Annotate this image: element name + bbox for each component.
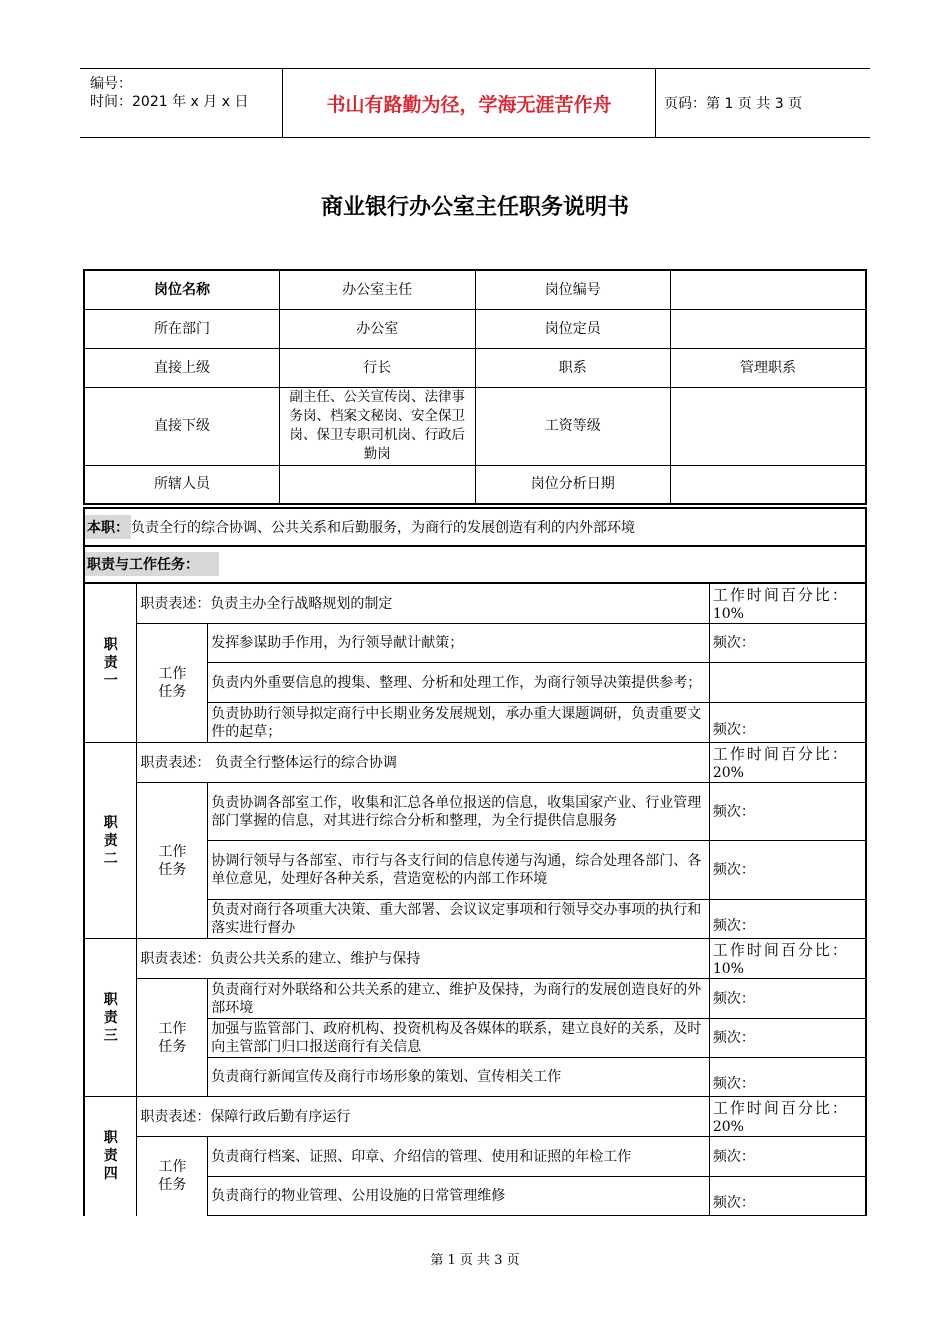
table-row [84, 348, 866, 387]
info-value [671, 387, 867, 465]
duties-header [83, 545, 867, 583]
task-label [137, 1137, 208, 1216]
pct-value: 10% [712, 961, 744, 977]
task-frequency: 频次： [709, 624, 866, 663]
task-frequency: 频次： [709, 783, 866, 841]
header-motto [282, 69, 656, 137]
duty-label: 职责一 [103, 637, 118, 689]
table-row [84, 465, 866, 504]
table-row [84, 584, 866, 624]
task-frequency: 频次： [709, 1019, 866, 1058]
task-label-text: 工作任务 [158, 843, 187, 878]
page-header [80, 68, 870, 138]
duty-name [84, 584, 137, 743]
task-label [137, 783, 208, 939]
info-label: 岗位分析日期 [475, 465, 670, 504]
task-text: 负责商行的物业管理、公用设施的日常管理维修 [208, 1177, 710, 1216]
info-value [671, 309, 867, 348]
duty-label: 职责三 [103, 991, 118, 1044]
info-label: 直接上级 [84, 348, 279, 387]
duty-name [84, 1097, 137, 1216]
pct-label: 工作时间百分比： [712, 745, 849, 763]
info-value: 副主任、公关宣传岗、法律事务岗、档案文秘岗、安全保卫岗、保卫专职司机岗、行政后勤岗 [279, 387, 475, 465]
duty-name [84, 743, 137, 939]
task-frequency [709, 663, 866, 703]
mission-label: 本职： [85, 515, 131, 539]
mission-row [83, 507, 867, 547]
duties-table [83, 583, 867, 1216]
page-label: 页码：第 1 页 共 3 页 [664, 96, 803, 112]
duty-label: 职责二 [103, 814, 118, 867]
table-row [84, 1137, 866, 1177]
mission-text: 负责全行的综合协调、公共关系和后勤服务，为商行的发展创造有利的内外部环境 [131, 520, 635, 536]
info-label: 直接下级 [84, 387, 279, 465]
task-label [137, 979, 208, 1097]
info-value: 行长 [279, 348, 475, 387]
info-label: 职系 [475, 348, 670, 387]
table-row [84, 743, 866, 783]
duty-statement: 职责表述：保障行政后勤有序运行 [137, 1097, 709, 1137]
duty-percentage [709, 1097, 866, 1137]
time-label: 时间：2021 年 x 月 x 日 [90, 94, 249, 110]
task-text: 负责商行新闻宣传及商行市场形象的策划、宣传相关工作 [208, 1058, 710, 1097]
task-text: 协调行领导与各部室、市行与各支行间的信息传递与沟通，综合处理各部门、各单位意见，处理好各种关系，营造宽松的内部工作环境 [208, 841, 710, 900]
pct-label: 工作时间百分比： [712, 1099, 849, 1117]
page-footer: 第 1 页 共 3 页 [430, 1253, 520, 1268]
table-row [84, 624, 866, 663]
pct-value: 20% [712, 765, 744, 781]
task-frequency: 频次： [709, 979, 866, 1019]
info-label: 所在部门 [84, 309, 279, 348]
task-text: 负责协助行领导拟定商行中长期业务发展规划，承办重大课题调研，负责重要文件的起草； [208, 703, 710, 743]
info-value [671, 270, 867, 309]
position-info-table [83, 269, 867, 505]
task-text: 发挥参谋助手作用，为行领导献计献策； [208, 624, 710, 663]
table-row [84, 979, 866, 1019]
task-text: 负责商行对外联络和公共关系的建立、维护及保持，为商行的发展创造良好的外部环境 [208, 979, 710, 1019]
number-label: 编号： [90, 76, 132, 92]
duty-label: 职责四 [103, 1130, 118, 1183]
table-row [84, 270, 866, 309]
duty-statement: 职责表述：负责公共关系的建立、维护与保持 [137, 939, 709, 979]
duty-percentage [709, 743, 866, 783]
duties-label: 职责与工作任务： [85, 552, 219, 576]
pct-label: 工作时间百分比： [712, 586, 849, 604]
task-label-text: 工作任务 [158, 666, 187, 700]
info-label: 岗位名称 [84, 270, 279, 309]
pct-label: 工作时间百分比： [712, 941, 849, 959]
task-frequency: 频次： [709, 1177, 866, 1216]
task-frequency: 频次： [709, 841, 866, 900]
task-frequency: 频次： [709, 900, 866, 939]
task-text: 负责对商行各项重大决策、重大部署、会议议定事项和行领导交办事项的执行和落实进行督办 [208, 900, 710, 939]
info-label: 所辖人员 [84, 465, 279, 504]
task-frequency: 频次： [709, 1137, 866, 1177]
duty-percentage [709, 939, 866, 979]
info-label: 岗位编号 [475, 270, 670, 309]
pct-value: 20% [712, 1119, 744, 1135]
info-value [279, 465, 475, 504]
task-text: 负责商行档案、证照、印章、介绍信的管理、使用和证照的年检工作 [208, 1137, 710, 1177]
info-label: 岗位定员 [475, 309, 670, 348]
table-row [84, 939, 866, 979]
info-label: 工资等级 [475, 387, 670, 465]
info-value: 办公室 [279, 309, 475, 348]
task-label [137, 624, 208, 743]
info-value [671, 465, 867, 504]
pct-value: 10% [712, 606, 744, 622]
table-row [84, 387, 866, 465]
task-text: 负责协调各部室工作，收集和汇总各单位报送的信息，收集国家产业、行业管理部门掌握的信息，对其进行综合分析和整理，为全行提供信息服务 [208, 783, 710, 841]
duty-statement: 职责表述：负责主办全行战略规划的制定 [137, 584, 709, 624]
duty-percentage [709, 584, 866, 624]
motto-text: 书山有路勤为径，学海无涯苦作舟 [326, 93, 612, 116]
info-value: 办公室主任 [279, 270, 475, 309]
table-row [84, 309, 866, 348]
task-frequency: 频次： [709, 1058, 866, 1097]
duty-statement: 职责表述： 负责全行整体运行的综合协调 [137, 743, 709, 783]
task-text: 加强与监管部门、政府机构、投资机构及各媒体的联系，建立良好的关系，及时向主管部门归口报送商行有关信息 [208, 1019, 710, 1058]
task-frequency: 频次： [709, 703, 866, 743]
header-meta [80, 69, 282, 137]
task-text: 负责内外重要信息的搜集、整理、分析和处理工作，为商行领导决策提供参考； [208, 663, 710, 703]
table-row [84, 1097, 866, 1137]
task-label-text: 工作任务 [158, 1020, 187, 1055]
table-row [84, 783, 866, 841]
document-title: 商业银行办公室主任职务说明书 [320, 195, 629, 220]
task-label-text: 工作任务 [158, 1159, 187, 1194]
info-value: 管理职系 [671, 348, 867, 387]
duty-name [84, 939, 137, 1097]
